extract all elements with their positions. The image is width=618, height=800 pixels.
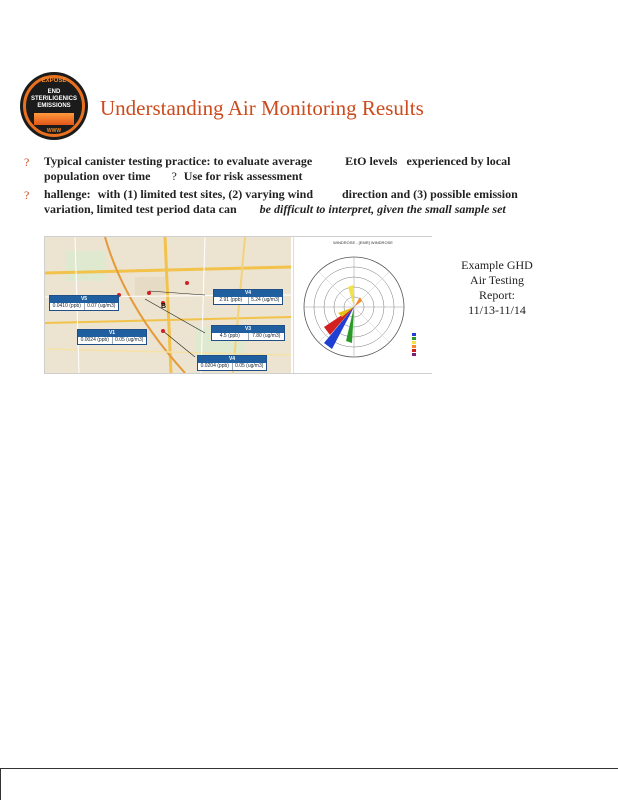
bullet-2-text-a: hallenge: — [44, 187, 91, 201]
callout-header: V5 — [50, 296, 118, 303]
callout-header: V4 — [214, 290, 282, 297]
air-testing-figure — [44, 236, 432, 374]
callout-v3 — [211, 325, 285, 341]
callout-v5 — [49, 295, 119, 311]
bullet-1-line-2 — [44, 169, 303, 184]
callout-value-ppb: 4.5 (ppb) — [212, 333, 249, 340]
callout-value-ugm3: 0.05 (ug/m3) — [115, 337, 144, 343]
footer-rule — [0, 768, 618, 769]
callout-header: V4 — [198, 356, 266, 363]
bullet-2-line-1 — [44, 187, 518, 202]
wind-rose-plot — [294, 237, 432, 373]
callout-value-ppb: 0.0024 (ppb) — [78, 337, 113, 344]
bullet-1-text-b: EtO levels — [345, 154, 398, 168]
bullet-1-text-e: Use for risk assessment — [183, 169, 303, 183]
callout-value-ppb: 0.0204 (ppb) — [198, 363, 233, 370]
callout-v4-upper — [213, 289, 283, 305]
page-title: Understanding Air Monitoring Results — [100, 96, 424, 120]
bullet-2-text-e: be difficult to interpret, given the small sample set — [259, 202, 506, 216]
bullet-2-text-b: with (1) limited test sites, (2) varying wind — [97, 187, 313, 201]
wind-rose — [293, 237, 432, 373]
callout-header: V1 — [78, 330, 146, 337]
callout-value-ugm3: 0.05 (ug/m3) — [235, 363, 264, 369]
logo-skyline — [34, 113, 74, 125]
wind-rose-title: WINDROSE - [EMR] WINDROSE — [333, 240, 393, 245]
caption-line-1: Example GHD — [461, 258, 533, 272]
bullet-marker: ? — [24, 155, 30, 169]
callout-value-ppb: 2.91 (ppb) — [214, 297, 249, 304]
caption-line-4: 11/13-11/14 — [468, 303, 526, 317]
bullet-2-line-2 — [44, 202, 506, 217]
logo-bottom-text: WWW — [46, 128, 62, 134]
caption-line-3: Report: — [479, 288, 515, 302]
bullet-1-line-1 — [44, 154, 510, 169]
callout-v1 — [77, 329, 147, 345]
monitoring-map — [45, 237, 291, 373]
bullet-2-text-d: variation, limited test period data can — [44, 202, 237, 216]
callout-header: V3 — [212, 326, 284, 333]
callout-value-ppb: 0.0410 (ppb) — [50, 303, 85, 310]
footer-tick — [0, 768, 1, 800]
bullet-1-text-d: population over time — [44, 169, 151, 183]
callout-v4-lower — [197, 355, 267, 371]
bullet-1-inline-marker: ? — [171, 169, 177, 183]
logo-middle-text: END STERILIGENICS EMISSIONS — [30, 89, 77, 109]
logo-top-text: EXPOSE — [41, 78, 67, 84]
bullet-2-text-c: direction and (3) possible emission — [342, 187, 518, 201]
bullet-1-text-c: experienced by local — [406, 154, 511, 168]
bullet-1-text-a: Typical canister testing practice: to evaluate average — [44, 154, 313, 168]
bullet-marker: ? — [24, 188, 30, 202]
logo — [20, 72, 88, 140]
map-site-label: B — [161, 303, 167, 310]
callout-value-ugm3: 7.80 (ug/m3) — [252, 333, 281, 339]
figure-caption — [448, 258, 546, 318]
caption-line-2: Air Testing — [470, 273, 524, 287]
callout-value-ugm3: 0.07 (ug/m3) — [87, 303, 116, 309]
callout-value-ugm3: 5.24 (ug/m3) — [251, 297, 280, 303]
